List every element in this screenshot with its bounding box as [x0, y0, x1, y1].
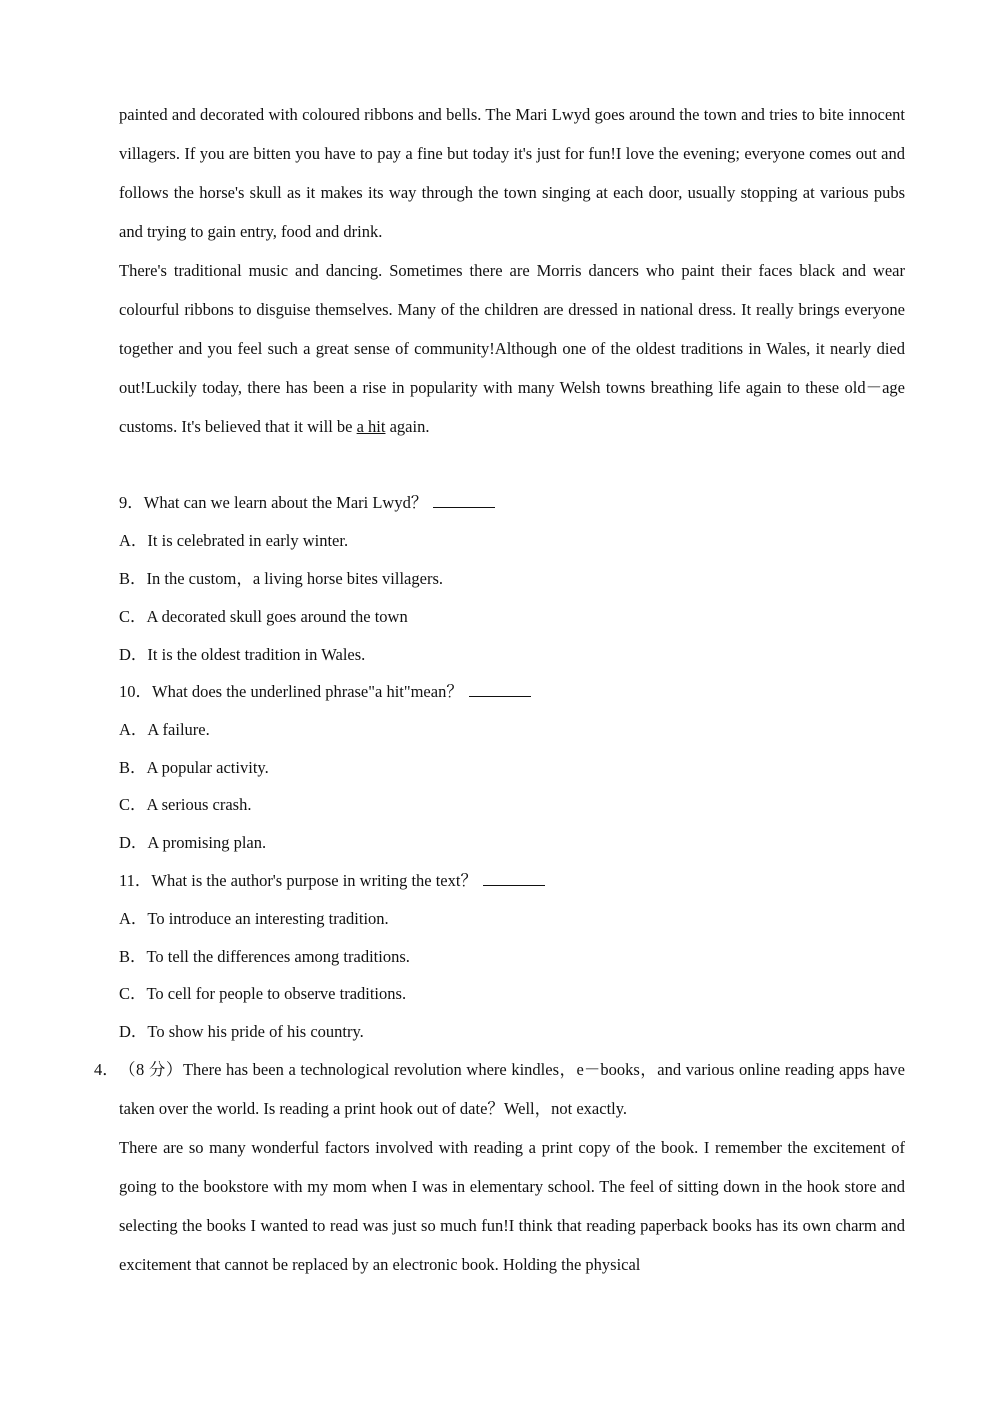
question-9-option-a: A．It is celebrated in early winter.: [119, 531, 349, 550]
question-10-stem: [119, 680, 531, 704]
question-10-option-b: B．A popular activity.: [119, 758, 269, 777]
question-11-option-c: C．To cell for people to observe traditions.: [119, 984, 407, 1003]
passage3-paragraph-2-text: There's traditional music and dancing. Sometimes there are Morris dancers who paint their faces black and wear colourful ribbons to disguise themselves. Many of the children are dressed in national dress. It really brings everyone together and you feel such a great sense of community!Although one of the oldest traditions in Wales, it nearly died out!Luckily today, there has been a rise in popularity with many Welsh towns breathing life again to these old－age customs. It's believed that it will be: [119, 261, 905, 436]
passage4-score: （8 分）: [119, 1060, 183, 1079]
underlined-phrase: a hit: [356, 417, 386, 436]
passage4-paragraph-2: There are so many wonderful factors involved with reading a print copy of the book. I remember the excitement of going to the bookstore with my mom when I was in elementary school. The feel of sitting down in the hook store and selecting the books I wanted to read was just so much fun!I think that reading paperback books has its own charm and excitement that cannot be replaced by an electronic book. Holding the physical: [119, 1138, 905, 1274]
answer-blank-11: [483, 871, 545, 886]
question-11-text: 11．What is the author's purpose in writing the text？: [119, 871, 477, 890]
question-9-text: 9．What can we learn about the Mari Lwyd？: [119, 493, 428, 512]
question-11-option-b: B．To tell the differences among traditions.: [119, 947, 410, 966]
passage3-paragraph-2-end: again.: [385, 417, 430, 436]
passage3-paragraph-2: [119, 251, 905, 446]
question-10-option-d: D．A promising plan.: [119, 833, 267, 852]
passage3-paragraph-1: painted and decorated with coloured ribbons and bells. The Mari Lwyd goes around the town and tries to bite innocent villagers. If you are bitten you have to pay a fine but today it's just for fun!I love the evening; everyone comes out and follows the horse's skull as it makes its way through the town singing at each door, usually stopping at various pubs and trying to gain entry, food and drink.: [119, 105, 905, 241]
question-9-stem: [119, 491, 495, 515]
answer-blank-9: [433, 493, 495, 508]
question-10-text: 10．What does the underlined phrase"a hit"mean？: [119, 682, 463, 701]
question-9-option-d: D．It is the oldest tradition in Wales.: [119, 645, 366, 664]
passage4-number: 4．: [94, 1060, 119, 1079]
question-9-option-c: C．A decorated skull goes around the town: [119, 607, 408, 626]
answer-blank-10: [469, 682, 531, 697]
passage4-paragraph-1-text: There has been a technological revolution where kindles，e－books，and various online reading apps have taken over the world. Is reading a print hook out of date？Well，not exactly.: [119, 1060, 906, 1118]
question-11-option-a: A．To introduce an interesting tradition.: [119, 909, 389, 928]
question-11-stem: [119, 869, 545, 893]
question-10-option-c: C．A serious crash.: [119, 795, 252, 814]
question-11-option-d: D．To show his pride of his country.: [119, 1022, 364, 1041]
question-9-option-b: B．In the custom，a living horse bites villagers.: [119, 569, 443, 588]
passage4-paragraph-1: [119, 1050, 905, 1128]
question-10-option-a: A．A failure.: [119, 720, 210, 739]
